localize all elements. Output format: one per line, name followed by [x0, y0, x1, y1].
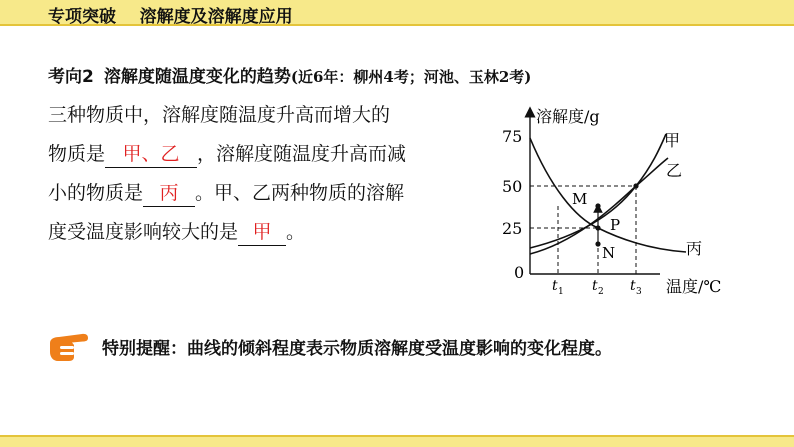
solubility-graph: [490, 98, 750, 298]
y-axis-label: 溶解度/g: [536, 107, 600, 126]
x-tick-t1: t: [552, 278, 558, 294]
x-tick-t3-sub: 3: [636, 287, 642, 297]
curve-label-bing: 丙: [686, 239, 703, 258]
question-text-segment: 小的物质是: [48, 182, 144, 204]
point-p: [595, 225, 600, 230]
question-text-segment: 三种物质中，溶解度随温度升高而增大的: [48, 104, 391, 126]
question-line-1: [48, 96, 488, 135]
special-reminder: [48, 330, 612, 362]
y-tick-50: 50: [502, 177, 523, 196]
question-text: [48, 96, 488, 252]
reminder-text: 特别提醒：曲线的倾斜程度表示物质溶解度受温度影响的变化程度。: [102, 338, 612, 359]
question-text-segment: 物质是: [48, 143, 106, 165]
question-text-segment: 度受温度影响较大的是: [48, 221, 239, 243]
answer-blank-3: 甲: [238, 219, 286, 246]
x-tick-t2-sub: 2: [598, 287, 604, 297]
question-line-4: [48, 213, 488, 252]
y-tick-75: 75: [502, 127, 523, 146]
point-n: [595, 241, 600, 246]
question-line-2: [48, 135, 488, 174]
page-title: 专项突破 溶解度及溶解度应用: [48, 7, 293, 27]
section-title: 溶解度随温度变化的趋势: [103, 67, 291, 87]
point-label-m: M: [572, 190, 588, 208]
section-heading: [48, 62, 531, 87]
section-source: (近6年：柳州4考；河池、玉林2考): [290, 68, 532, 86]
x-axis-label: 温度/℃: [666, 277, 722, 296]
title-bar: [0, 0, 794, 26]
x-tick-t1-sub: 1: [558, 287, 564, 297]
question-line-3: [48, 174, 488, 213]
question-text-segment: 。: [286, 221, 306, 243]
point-m: [595, 203, 600, 208]
pointing-hand-icon: [48, 330, 92, 362]
x-tick-t3: t: [630, 278, 636, 294]
question-text-segment: 。甲、乙两种物质的溶解: [195, 182, 405, 204]
x-tick-t2: t: [592, 278, 598, 294]
point-t3-intersection: [633, 183, 638, 188]
question-text-segment: ，溶解度随温度升高而减: [197, 143, 407, 165]
point-label-p: P: [610, 216, 621, 234]
y-tick-25: 25: [502, 219, 523, 238]
bottom-band: [0, 435, 794, 447]
section-number: 考向2: [48, 67, 94, 87]
curve-bing: [530, 138, 686, 252]
y-tick-0: 0: [514, 263, 525, 282]
curve-label-jia: 甲: [664, 131, 681, 150]
answer-blank-2: 丙: [143, 180, 195, 207]
point-label-n: N: [602, 244, 616, 262]
curve-label-yi: 乙: [666, 161, 683, 180]
answer-blank-1: 甲、乙: [105, 141, 197, 168]
